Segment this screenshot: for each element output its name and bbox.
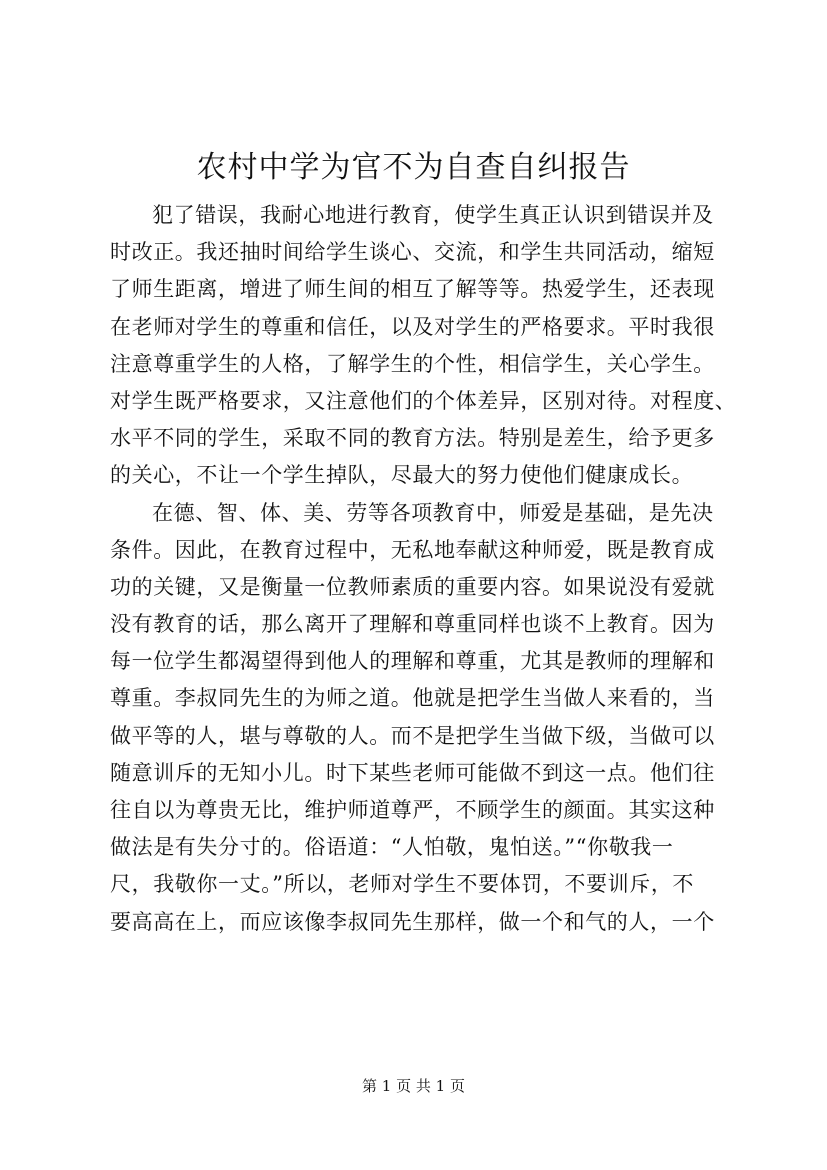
body-line: 在德、智、体、美、劳等各项教育中，师爱是基础，是先决 (152, 500, 714, 525)
page-footer: 第 1 页 共 1 页 (362, 1077, 465, 1095)
body-line: 时改正。我还抽时间给学生谈心、交流，和学生共同活动，缩短 (110, 240, 715, 265)
body-line: 功的关键，又是衡量一位教师素质的重要内容。如果说没有爱就 (110, 574, 715, 599)
body-line: 要高高在上，而应该像李叔同先生那样，做一个和气的人，一个 (110, 909, 715, 934)
body-line: 做法是有失分寸的。俗语道：“人怕敬，鬼怕送。”“你敬我一 (110, 835, 674, 860)
body-line: 水平不同的学生，采取不同的教育方法。特别是差生，给予更多 (110, 426, 715, 451)
body-line: 犯了错误，我耐心地进行教育，使学生真正认识到错误并及 (152, 203, 714, 227)
body-line: 注意尊重学生的人格，了解学生的个性，相信学生，关心学生。 (110, 351, 715, 376)
body-line: 尊重。李叔同先生的为师之道。他就是把学生当做人来看的，当 (110, 686, 715, 711)
body-line: 每一位学生都渴望得到他人的理解和尊重，尤其是教师的理解和 (110, 649, 715, 674)
body-line: 了师生距离，增进了师生间的相互了解等等。热爱学生，还表现 (110, 277, 715, 302)
document-body (110, 197, 737, 941)
body-line: 条件。因此，在教育过程中，无私地奉献这种师爱，既是教育成 (110, 537, 715, 562)
body-line: 在老师对学生的尊重和信任，以及对学生的严格要求。平时我很 (110, 314, 715, 339)
body-line: 没有教育的话，那么离开了理解和尊重同样也谈不上教育。因为 (110, 612, 715, 637)
body-line: 尺，我敬你一丈。”所以，老师对学生不要体罚，不要训斥，不 (110, 872, 695, 897)
body-line: 随意训斥的无知小儿。时下某些老师可能做不到这一点。他们往 (110, 760, 715, 785)
document-title: 农村中学为官不为自查自纠报告 (196, 150, 631, 185)
body-line: 的关心，不让一个学生掉队，尽最大的努力使他们健康成长。 (110, 463, 694, 488)
body-line: 做平等的人，堪与尊敬的人。而不是把学生当做下级，当做可以 (110, 723, 715, 748)
body-line: 对学生既严格要求，又注意他们的个体差异，区别对待。对程度、 (110, 388, 737, 413)
body-line: 往自以为尊贵无比，维护师道尊严，不顾学生的颜面。其实这种 (110, 798, 715, 822)
